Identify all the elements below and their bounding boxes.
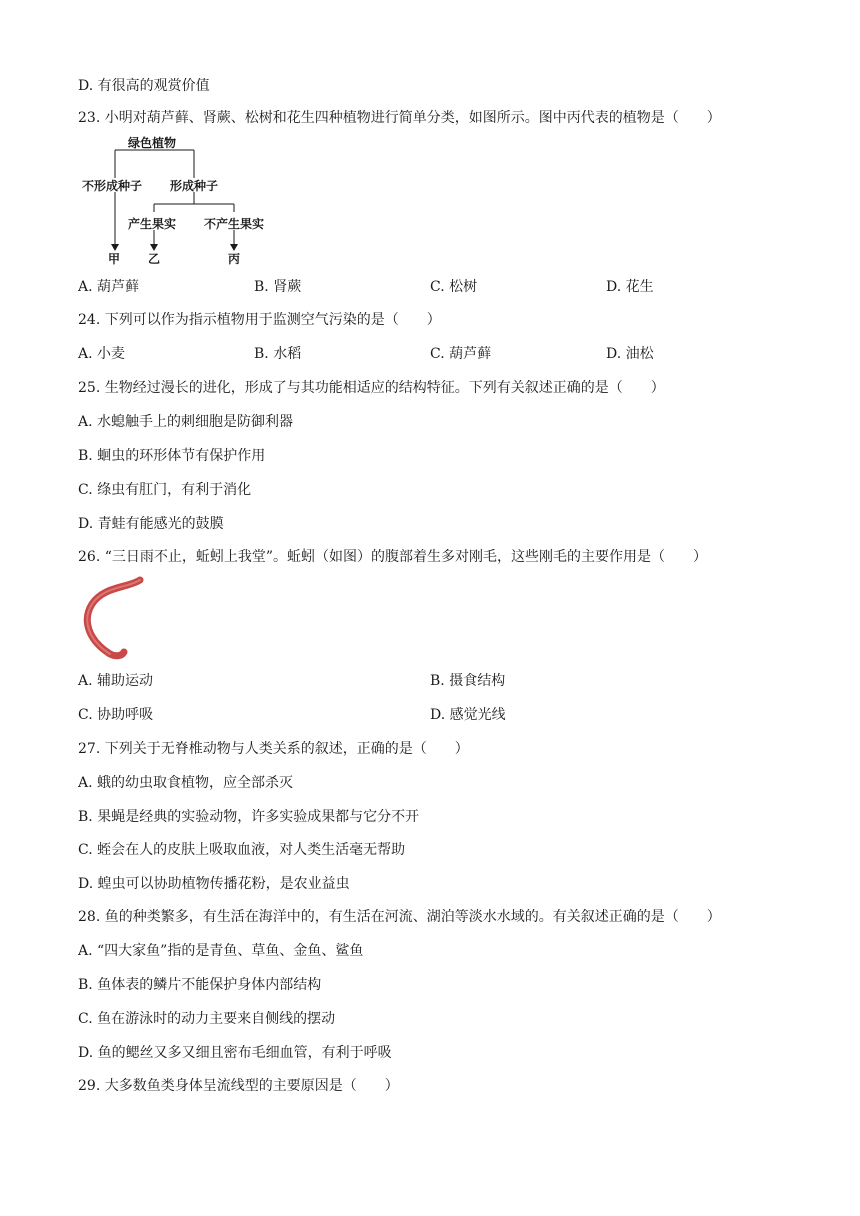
q23-option-b: B. 肾蕨 [254, 279, 302, 295]
q26-option-b: B. 摄食结构 [430, 673, 506, 689]
q26-option-d: D. 感觉光线 [430, 707, 506, 723]
question-29: 29. 大多数鱼类身体呈流线型的主要原因是（ ） [78, 1078, 399, 1094]
tree-bing-label: 丙 [228, 252, 241, 266]
q24-option-a: A. 小麦 [78, 346, 126, 362]
tree-jia-label: 甲 [108, 252, 121, 266]
q27-option-b: B. 果蝇是经典的实验动物，许多实验成果都与它分不开 [78, 809, 420, 825]
plant-classification-diagram [78, 134, 278, 268]
q26-option-c: C. 协助呼吸 [78, 707, 154, 723]
q25-option-b: B. 蛔虫的环形体节有保护作用 [78, 448, 266, 464]
question-27: 27. 下列关于无脊椎动物与人类关系的叙述，正确的是（ ） [78, 741, 469, 757]
question-24: 24. 下列可以作为指示植物用于监测空气污染的是（ ） [78, 312, 441, 328]
question-28: 28. 鱼的种类繁多，有生活在海洋中的，有生活在河流、湖泊等淡水水域的。有关叙述正确的是（ ） [78, 909, 721, 925]
q25-option-d: D. 青蛙有能感光的鼓膜 [78, 516, 224, 532]
q22-option-d: D. 有很高的观赏价值 [78, 78, 210, 94]
tree-root-label: 绿色植物 [128, 136, 177, 150]
tree-no-seed-label: 不形成种子 [82, 179, 143, 193]
q28-option-c: C. 鱼在游泳时的动力主要来自侧线的摆动 [78, 1011, 336, 1027]
q25-option-a: A. 水螅触手上的刺细胞是防御利器 [78, 414, 294, 430]
q23-option-a: A. 葫芦藓 [78, 279, 140, 295]
tree-fruit-label: 产生果实 [128, 217, 177, 231]
q27-option-c: C. 蛭会在人的皮肤上吸取血液，对人类生活毫无帮助 [78, 842, 406, 858]
q28-option-a: A. “四大家鱼”指的是青鱼、草鱼、金鱼、鲨鱼 [78, 943, 364, 959]
question-23: 23. 小明对葫芦藓、肾蕨、松树和花生四种植物进行简单分类，如图所示。图中丙代表的植物是（ ） [78, 110, 721, 126]
tree-lines [78, 134, 278, 268]
earthworm-image [80, 574, 150, 664]
q23-option-c: C. 松树 [430, 279, 478, 295]
q27-option-a: A. 蛾的幼虫取食植物，应全部杀灭 [78, 775, 294, 791]
question-26: 26. “三日雨不止，蚯蚓上我堂”。蚯蚓（如图）的腹部着生多对刚毛，这些刚毛的主要作用是（ ） [78, 549, 708, 565]
q24-option-b: B. 水稻 [254, 346, 302, 362]
question-25: 25. 生物经过漫长的进化，形成了与其功能相适应的结构特征。下列有关叙述正确的是（ ） [78, 380, 665, 396]
q25-option-c: C. 绦虫有肛门，有利于消化 [78, 482, 252, 498]
q24-option-d: D. 油松 [606, 346, 654, 362]
q28-option-b: B. 鱼体表的鳞片不能保护身体内部结构 [78, 977, 322, 993]
q28-option-d: D. 鱼的鳃丝又多又细且密布毛细血管，有利于呼吸 [78, 1045, 392, 1061]
q26-option-a: A. 辅助运动 [78, 673, 154, 689]
tree-no-fruit-label: 不产生果实 [204, 217, 265, 231]
q27-option-d: D. 蝗虫可以协助植物传播花粉，是农业益虫 [78, 876, 350, 892]
q24-option-c: C. 葫芦藓 [430, 346, 492, 362]
tree-seed-label: 形成种子 [170, 179, 219, 193]
tree-yi-label: 乙 [148, 252, 161, 266]
q23-option-d: D. 花生 [606, 279, 654, 295]
